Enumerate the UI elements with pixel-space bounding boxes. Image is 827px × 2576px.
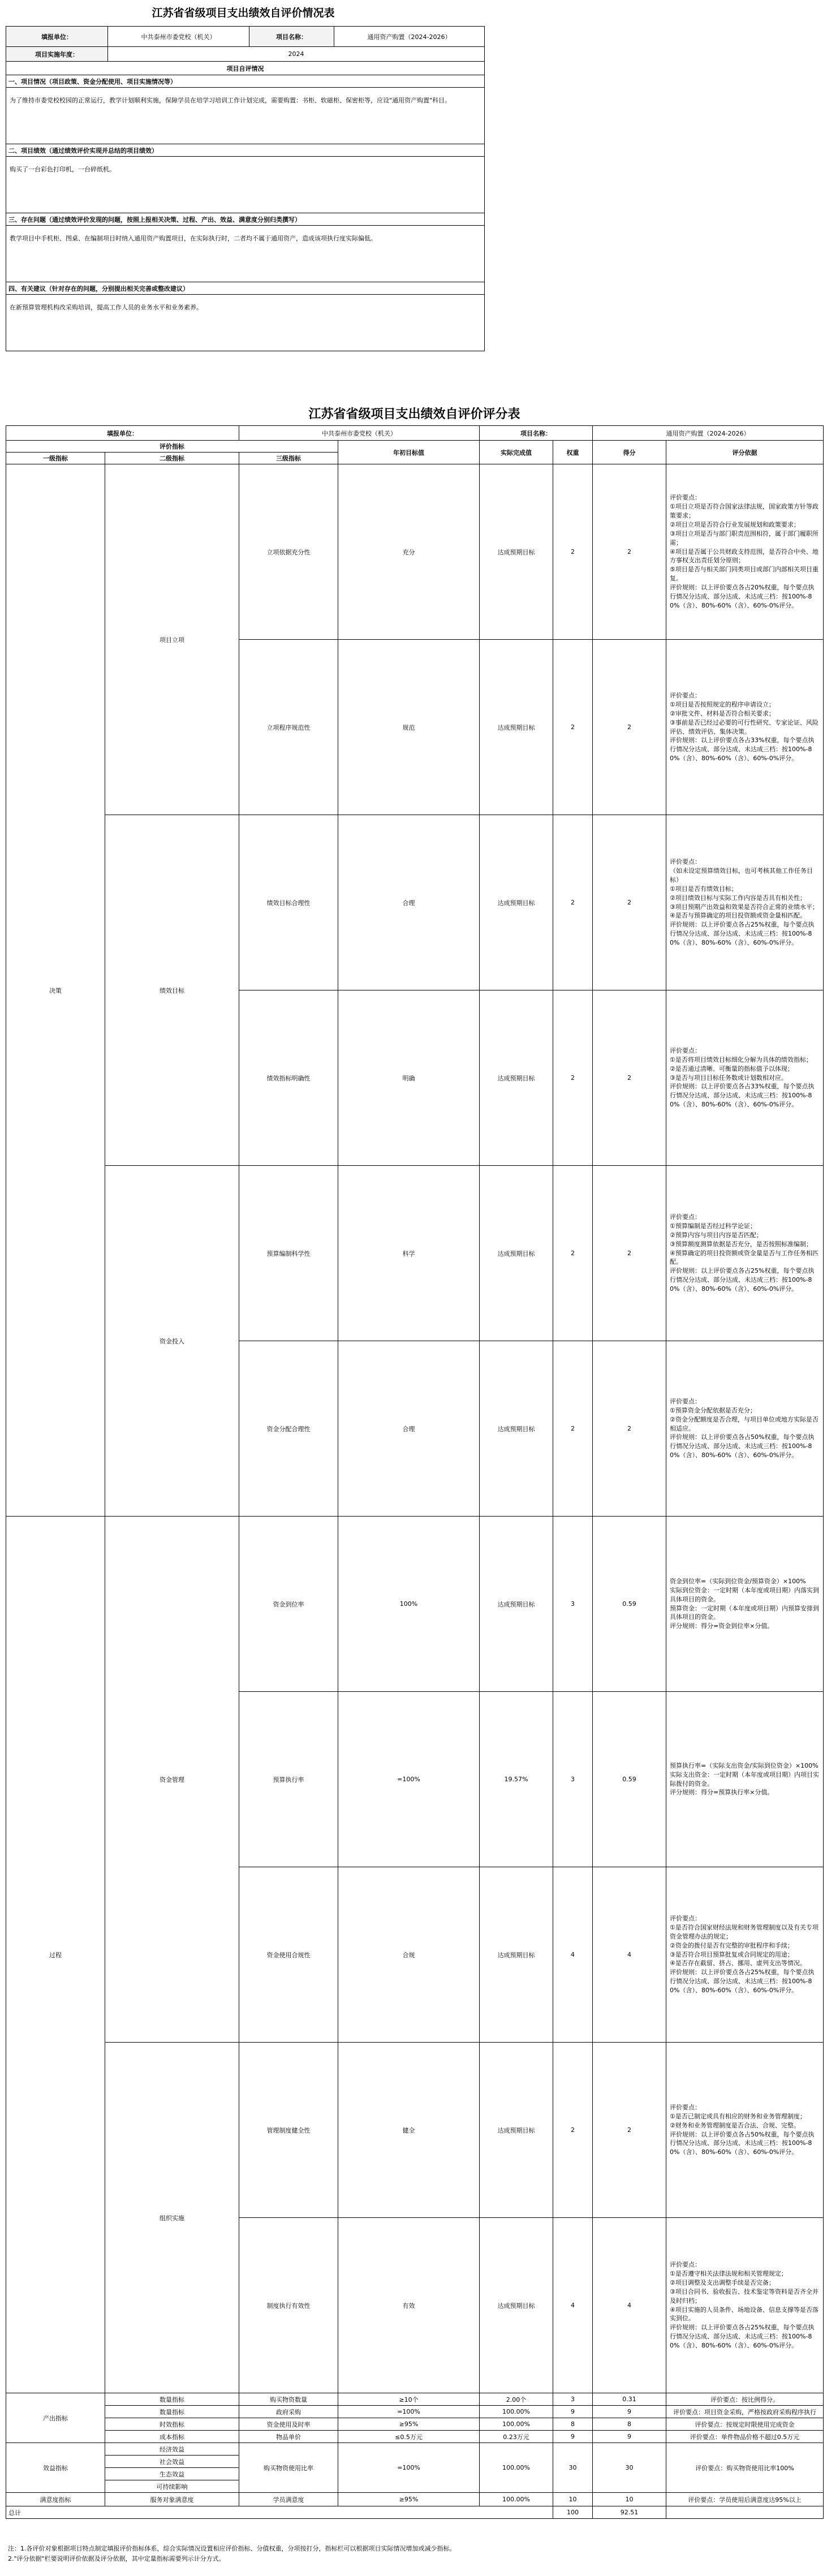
actual-cell: 0.23万元 bbox=[480, 2431, 553, 2443]
target-cell: =100% bbox=[338, 1692, 480, 1867]
unit-label: 填报单位： bbox=[6, 27, 108, 47]
l1-benefit: 效益指标 bbox=[6, 2443, 105, 2493]
l3-cell: 立项程序规范性 bbox=[239, 640, 338, 815]
weight-cell: 2 bbox=[553, 815, 593, 990]
criteria-cell: 评价要点：购买物资使用比率100% bbox=[666, 2443, 824, 2493]
unit-value: 中共泰州市委党校（机关） bbox=[239, 426, 480, 441]
l2-cell: 数量指标 bbox=[105, 2393, 239, 2406]
actual-cell: 达成预期目标 bbox=[480, 1517, 553, 1692]
criteria-cell: 评价要点：单件物品价格不超过0.5万元 bbox=[666, 2431, 824, 2443]
actual-cell: 100.00% bbox=[480, 2418, 553, 2431]
score-cell: 30 bbox=[593, 2443, 666, 2493]
l2-cell: 经济效益 bbox=[105, 2443, 239, 2456]
total-blank bbox=[666, 2506, 824, 2519]
l3-cell: 物品单价 bbox=[239, 2431, 338, 2443]
section-heading: 二、项目绩效（通过绩效评价实现并总结的项目绩效） bbox=[6, 144, 485, 157]
criteria-cell: 评价要点： ①是否已制定或具有相应的财务和业务管理制度； ②财务和业务管理制度是否合法、合规、完整。 评价规则：以上评价要点各占50%权重，每个要点执行情况分达成、部分达成、未达成三档：按100%-80%（含）、80%-60%（含）、60%-0%评分。 bbox=[666, 2043, 824, 2218]
weight-cell: 9 bbox=[553, 2431, 593, 2443]
l3-cell: 资金使用及时率 bbox=[239, 2418, 338, 2431]
criteria-cell: 评价要点： ①是否将项目绩效目标细化分解为具体的绩效指标； ②是否通过清晰、可衡量的指标值予以体现； ③是否与项目目标任务数或计划数相对应。 评价规则：以上评价要点各占33%权重，每个要点执行情况分达成、部分达成、未达成三档：按100%-80%（含）、80%-60%（含）、60%-0%评分。 bbox=[666, 990, 824, 1166]
l1-process: 过程 bbox=[6, 1517, 105, 2393]
section-heading: 四、有关建议（针对存在的问题，分别提出相关完善或整改建议） bbox=[6, 282, 485, 295]
criteria-cell: 评价要点：按规定时限使用完成资金 bbox=[666, 2418, 824, 2431]
l2-cell: 服务对象满意度 bbox=[105, 2493, 239, 2506]
review-header: 项目自评情况 bbox=[6, 62, 485, 75]
weight-cell: 9 bbox=[553, 2406, 593, 2418]
header-eval-indicator: 评价指标 bbox=[6, 441, 338, 453]
target-cell: 明确 bbox=[338, 990, 480, 1166]
l2-target: 绩效目标 bbox=[105, 815, 239, 1166]
score-cell: 4 bbox=[593, 1867, 666, 2043]
criteria-cell: 评价要点： （如未设定预算绩效目标，也可考核其他工作任务目标） ①项目是否有绩效目标； ②项目绩效目标与实际工作内容是否具有相关性； ③项目预期产出效益和效果是否符合正常的业绩水平； ④是否与预算确定的项目投资额或资金量相匹配。 评价规则：以上评价要点各占25%权重，每个要点执行情况分达成、部分达成、未达成三档：按100%-80%（含）、80%-60%（含）、60%-0%评分。 bbox=[666, 815, 824, 990]
l1-decision: 决策 bbox=[6, 464, 105, 1517]
target-cell: =100% bbox=[338, 2406, 480, 2418]
l2-fund-mgmt: 资金管理 bbox=[105, 1517, 239, 2043]
score-cell: 2 bbox=[593, 815, 666, 990]
unit-label: 填报单位： bbox=[6, 426, 239, 441]
overview-title: 江苏省省级项目支出绩效自评价情况表 bbox=[152, 7, 335, 19]
section-text: 在新预算管理机构改采购培训，提高工作人员的业务水平和业务素养。 bbox=[6, 295, 485, 351]
l1-satisfaction: 满意度指标 bbox=[6, 2493, 105, 2506]
target-cell: 健全 bbox=[338, 2043, 480, 2218]
total-score: 92.51 bbox=[593, 2506, 666, 2519]
actual-cell: 100.00% bbox=[480, 2493, 553, 2506]
score-cell: 0.59 bbox=[593, 1517, 666, 1692]
header-actual: 实际完成值 bbox=[480, 441, 553, 464]
project-label: 项目名称： bbox=[249, 27, 334, 47]
footnote-1: 注：1.各评价对象根据项目特点制定填报评价指标体系，综合实际情况设置相应评价指标、分值权重，分项按打分，指标栏可以根据项目实际情况增加或减少指标。 bbox=[8, 2545, 456, 2552]
weight-cell: 2 bbox=[553, 1166, 593, 1341]
total-weight: 100 bbox=[553, 2506, 593, 2519]
score-cell: 9 bbox=[593, 2406, 666, 2418]
actual-cell: 100.00% bbox=[480, 2406, 553, 2418]
criteria-cell: 评价要点： ①预算编制是否经过科学论证； ②预算内容与项目内容是否匹配； ③预算额度测算依据是否充分，是否按照标准编制； ④预算确定的项目投资额或资金量是否与工作任务相匹配。 评价规则：以上评价要点各占25%权重，每个要点执行情况分达成、部分达成、未达成三档：按100%-80%（含）、80%-60%（含）、60%-0%评分。 bbox=[666, 1166, 824, 1341]
overview-table bbox=[6, 26, 485, 351]
project-value: 通用资产购置（2024-2026） bbox=[334, 27, 485, 47]
l2-cell: 成本指标 bbox=[105, 2431, 239, 2443]
header-l2: 二级指标 bbox=[105, 453, 239, 464]
self-evaluation-overview bbox=[0, 0, 486, 351]
weight-cell: 4 bbox=[553, 2218, 593, 2393]
criteria-cell: 评价要点： ①是否遵守相关法律法规和相关管理规定； ②项目调整及支出调整手续是否完备； ③项目合同书、验收报告、技术鉴定等资料是否齐全并及时归档； ④项目实施的人员条件、场地设备、信息支撑等是否落实到位。 评价规则：以上评价要点各占25%权重，每个要点执行情况分达成、部分达成、未达成三档：按100%-80%（含）、80%-60%（含）、60%-0%评分。 bbox=[666, 2218, 824, 2393]
l2-cell: 社会效益 bbox=[105, 2456, 239, 2468]
project-label: 项目名称： bbox=[480, 426, 593, 441]
year-value: 2024 bbox=[108, 47, 485, 62]
criteria-cell: 预算执行率=（实际支出资金/实际到位资金）×100% 实际支出资金：一定时期（本年度或项目期）内项目实际拨付的资金。 评分规则：得分=预算执行率×分值。 bbox=[666, 1692, 824, 1867]
header-score: 得分 bbox=[593, 441, 666, 464]
score-cell: 2 bbox=[593, 640, 666, 815]
target-cell: 充分 bbox=[338, 464, 480, 640]
criteria-cell: 评价要点：项目资金采购，严格按政府采购程序执行 bbox=[666, 2406, 824, 2418]
actual-cell: 达成预期目标 bbox=[480, 464, 553, 640]
section-text: 为了维持市委党校校园的正常运行，教学计划顺利实施，保障学员在培学习培训工作计划完成，需要购置：书柜、软磁柜、保密柜等，应设"通用资产购置"科目。 bbox=[6, 88, 485, 144]
l3-cell: 绩效指标明确性 bbox=[239, 990, 338, 1166]
actual-cell: 19.57% bbox=[480, 1692, 553, 1867]
criteria-cell: 评价要点： ①预算资金分配依据是否充分； ②资金分配额度是否合理，与项目单位或地方实际是否相适应。 评价规则：以上评价要点各占50%权重，每个要点执行情况分达成、部分达成、未达成三档：按100%-80%（含）、80%-60%（含）、60%-0%评分。 bbox=[666, 1341, 824, 1517]
target-cell: 有效 bbox=[338, 2218, 480, 2393]
l3-cell: 绩效目标合理性 bbox=[239, 815, 338, 990]
target-cell: ≥10个 bbox=[338, 2393, 480, 2406]
weight-cell: 2 bbox=[553, 2043, 593, 2218]
actual-cell: 达成预期目标 bbox=[480, 1867, 553, 2043]
score-cell: 0.59 bbox=[593, 1692, 666, 1867]
criteria-cell: 评价要点：按比例得分。 bbox=[666, 2393, 824, 2406]
section-text: 教学项目中手机柜、图桌、在编制项目时纳入通用资产购置项目，在实际执行时，二者均不属于通用资产，造成该项执行度实际偏低。 bbox=[6, 226, 485, 282]
scoring-title: 江苏省省级项目支出绩效自评价评分表 bbox=[308, 407, 520, 421]
weight-cell: 2 bbox=[553, 1341, 593, 1517]
weight-cell: 8 bbox=[553, 2418, 593, 2431]
header-weight: 权重 bbox=[553, 441, 593, 464]
year-label: 项目实施年度： bbox=[6, 47, 108, 62]
l2-cell: 可持续影响 bbox=[105, 2480, 239, 2493]
target-cell: 规范 bbox=[338, 640, 480, 815]
actual-cell: 达成预期目标 bbox=[480, 1166, 553, 1341]
l3-cell: 政府采购 bbox=[239, 2406, 338, 2418]
weight-cell: 10 bbox=[553, 2493, 593, 2506]
l2-cell: 数量指标 bbox=[105, 2406, 239, 2418]
actual-cell: 达成预期目标 bbox=[480, 1341, 553, 1517]
l3-cell: 学员满意度 bbox=[239, 2493, 338, 2506]
unit-value: 中共泰州市委党校（机关） bbox=[108, 27, 249, 47]
criteria-cell: 评价要点： ①项目立项是否符合国家法律法规，国家政策方针等政策要求； ②项目立项是否符合行业发展规划和政策要求； ③项目立项是否与部门职责范围相符，属于部门履职所需； ④项目是否属于公共财政支持范围，是否符合中央、地方事权支出责任划分原则； ⑤项目是否与相关部门同类项目或部门内部相关项目重复。 评价规则：以上评价要点各占20%权重，每个要点执行情况分达成、部分达成、未达成三档：按100%-80%（含）、80%-60%（含）、60%-0%评分。 bbox=[666, 464, 824, 640]
target-cell: 100% bbox=[338, 1517, 480, 1692]
target-cell: 合规 bbox=[338, 1867, 480, 2043]
weight-cell: 2 bbox=[553, 464, 593, 640]
criteria-cell: 资金到位率=（实际到位资金/预算资金）×100% 实际到位资金：一定时期（本年度或项目期）内落实到具体项目的资金。 预算资金：一定时期（本年度或项目期）内预算安排到具体项目的资金。 评分规则：得分=资金到位率×分值。 bbox=[666, 1517, 824, 1692]
actual-cell: 达成预期目标 bbox=[480, 640, 553, 815]
target-cell: ≤0.5万元 bbox=[338, 2431, 480, 2443]
criteria-cell: 评价要点： ①项目是否按照规定的程序申请设立； ②审批文件、材料是否符合相关要求； ③事前是否已经过必要的可行性研究、专家论证、风险评估、绩效评估、集体决策。 评价规则：以上评价要点各占33%权重，每个要点执行情况分达成、部分达成、未达成三档：按100%-80%（含）、80%-60%（含）、60%-0%评分。 bbox=[666, 640, 824, 815]
actual-cell: 达成预期目标 bbox=[480, 2218, 553, 2393]
header-l3: 三级指标 bbox=[239, 453, 338, 464]
l3-cell: 管理制度健全性 bbox=[239, 2043, 338, 2218]
l2-cell: 时效指标 bbox=[105, 2418, 239, 2431]
target-cell: 科学 bbox=[338, 1166, 480, 1341]
criteria-cell: 评价要点： ①是否符合国家财经法规和财务管理制度以及有关专项资金管理办法的规定； ②资金的拨付是否有完整的审批程序和手续； ③是否符合项目预算批复或合同规定的用途； ④是否存在截留、挤占、挪用、虚列支出等情况。 评价规则：以上评价要点各占25%权重，每个要点执行情况分达成、部分达成、未达成三档：按100%-80%（含）、80%-60%（含）、60%-0%评分。 bbox=[666, 1867, 824, 2043]
weight-cell: 4 bbox=[553, 1867, 593, 2043]
weight-cell: 3 bbox=[553, 1517, 593, 1692]
l3-cell: 制度执行有效性 bbox=[239, 2218, 338, 2393]
target-cell: 合理 bbox=[338, 1341, 480, 1517]
target-cell: ≥95% bbox=[338, 2493, 480, 2506]
l1-output: 产出指标 bbox=[6, 2393, 105, 2443]
footnotes bbox=[8, 2544, 822, 2564]
l2-fund-input: 资金投入 bbox=[105, 1166, 239, 1517]
total-label: 总计 bbox=[6, 2506, 553, 2519]
weight-cell: 3 bbox=[553, 1692, 593, 1867]
score-cell: 2 bbox=[593, 1166, 666, 1341]
l3-cell: 立项依据充分性 bbox=[239, 464, 338, 640]
criteria-cell: 评价要点：学员使用后满意度达95%以上 bbox=[666, 2493, 824, 2506]
scoring-table bbox=[6, 425, 824, 2519]
actual-cell: 2.00个 bbox=[480, 2393, 553, 2406]
score-cell: 10 bbox=[593, 2493, 666, 2506]
score-cell: 4 bbox=[593, 2218, 666, 2393]
actual-cell: 达成预期目标 bbox=[480, 2043, 553, 2218]
score-cell: 2 bbox=[593, 2043, 666, 2218]
header-l1: 一级指标 bbox=[6, 453, 105, 464]
l2-org: 组织实施 bbox=[105, 2043, 239, 2393]
score-cell: 2 bbox=[593, 990, 666, 1166]
actual-cell: 100.00% bbox=[480, 2443, 553, 2493]
l3-cell: 预算编制科学性 bbox=[239, 1166, 338, 1341]
l3-cell: 资金分配合理性 bbox=[239, 1341, 338, 1517]
section-heading: 三、存在问题（通过绩效评价发现的问题，按照上报相关决策、过程、产出、效益、满意度分别归类撰写） bbox=[6, 213, 485, 226]
score-cell: 9 bbox=[593, 2431, 666, 2443]
l2-cell: 生态效益 bbox=[105, 2468, 239, 2480]
weight-cell: 2 bbox=[553, 640, 593, 815]
footnote-2: 2."评分依据"栏要说明评价依据及评分依据，其中定量指标需要列示计分方式。 bbox=[8, 2555, 225, 2562]
score-cell: 2 bbox=[593, 464, 666, 640]
score-cell: 0.31 bbox=[593, 2393, 666, 2406]
l3-cell: 购买物资数量 bbox=[239, 2393, 338, 2406]
actual-cell: 达成预期目标 bbox=[480, 815, 553, 990]
section-text: 购买了一台彩色打印机，一台碎纸机。 bbox=[6, 157, 485, 213]
header-basis: 评分依据 bbox=[666, 441, 824, 464]
target-cell: 合理 bbox=[338, 815, 480, 990]
l3-cell: 资金使用合规性 bbox=[239, 1867, 338, 2043]
scoring-table-block bbox=[6, 403, 823, 2519]
l3-cell: 预算执行率 bbox=[239, 1692, 338, 1867]
l3-cell: 资金到位率 bbox=[239, 1517, 338, 1692]
header-target: 年初目标值 bbox=[338, 441, 480, 464]
weight-cell: 30 bbox=[553, 2443, 593, 2493]
weight-cell: 3 bbox=[553, 2393, 593, 2406]
weight-cell: 2 bbox=[553, 990, 593, 1166]
section-heading: 一、项目情况（项目政策、资金分配使用、项目实施情况等） bbox=[6, 75, 485, 88]
project-value: 通用资产购置（2024-2026） bbox=[593, 426, 824, 441]
actual-cell: 达成预期目标 bbox=[480, 990, 553, 1166]
score-cell: 2 bbox=[593, 1341, 666, 1517]
score-cell: 8 bbox=[593, 2418, 666, 2431]
target-cell: ≥95% bbox=[338, 2418, 480, 2431]
l3-cell: 购买物资使用比率 bbox=[239, 2443, 338, 2493]
target-cell: =100% bbox=[338, 2443, 480, 2493]
l2-project: 项目立项 bbox=[105, 464, 239, 815]
